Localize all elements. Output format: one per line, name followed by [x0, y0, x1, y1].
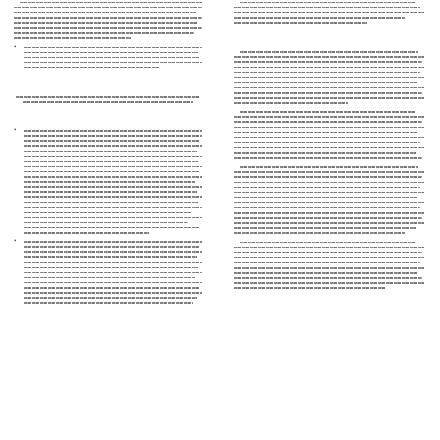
bullet-item: [14, 128, 202, 235]
paragraph: [234, 0, 422, 25]
text-line: [24, 65, 202, 70]
paragraph: [234, 240, 422, 291]
text-line: [234, 231, 422, 236]
bullet-icon: •: [14, 237, 17, 246]
paragraph: [234, 110, 422, 161]
paragraph: [14, 0, 202, 41]
text-line: [234, 155, 422, 160]
bullet-item: [14, 42, 202, 70]
paragraph: [234, 49, 422, 105]
block-gap: [14, 108, 202, 128]
text-line: [24, 230, 202, 235]
text-line: [14, 99, 202, 104]
block-gap: [234, 29, 422, 49]
text-line: [14, 36, 202, 41]
bullet-icon: •: [14, 42, 17, 51]
text-line: [234, 20, 422, 25]
text-line: [234, 286, 422, 291]
text-line: [234, 100, 422, 105]
left-column: [14, 0, 202, 310]
bullet-icon: •: [14, 126, 17, 135]
paragraph: [234, 164, 422, 235]
right-column: [234, 0, 422, 295]
block-gap: [14, 74, 202, 94]
text-line: [24, 301, 202, 306]
bullet-item: [14, 239, 202, 305]
paragraph: [14, 94, 202, 104]
